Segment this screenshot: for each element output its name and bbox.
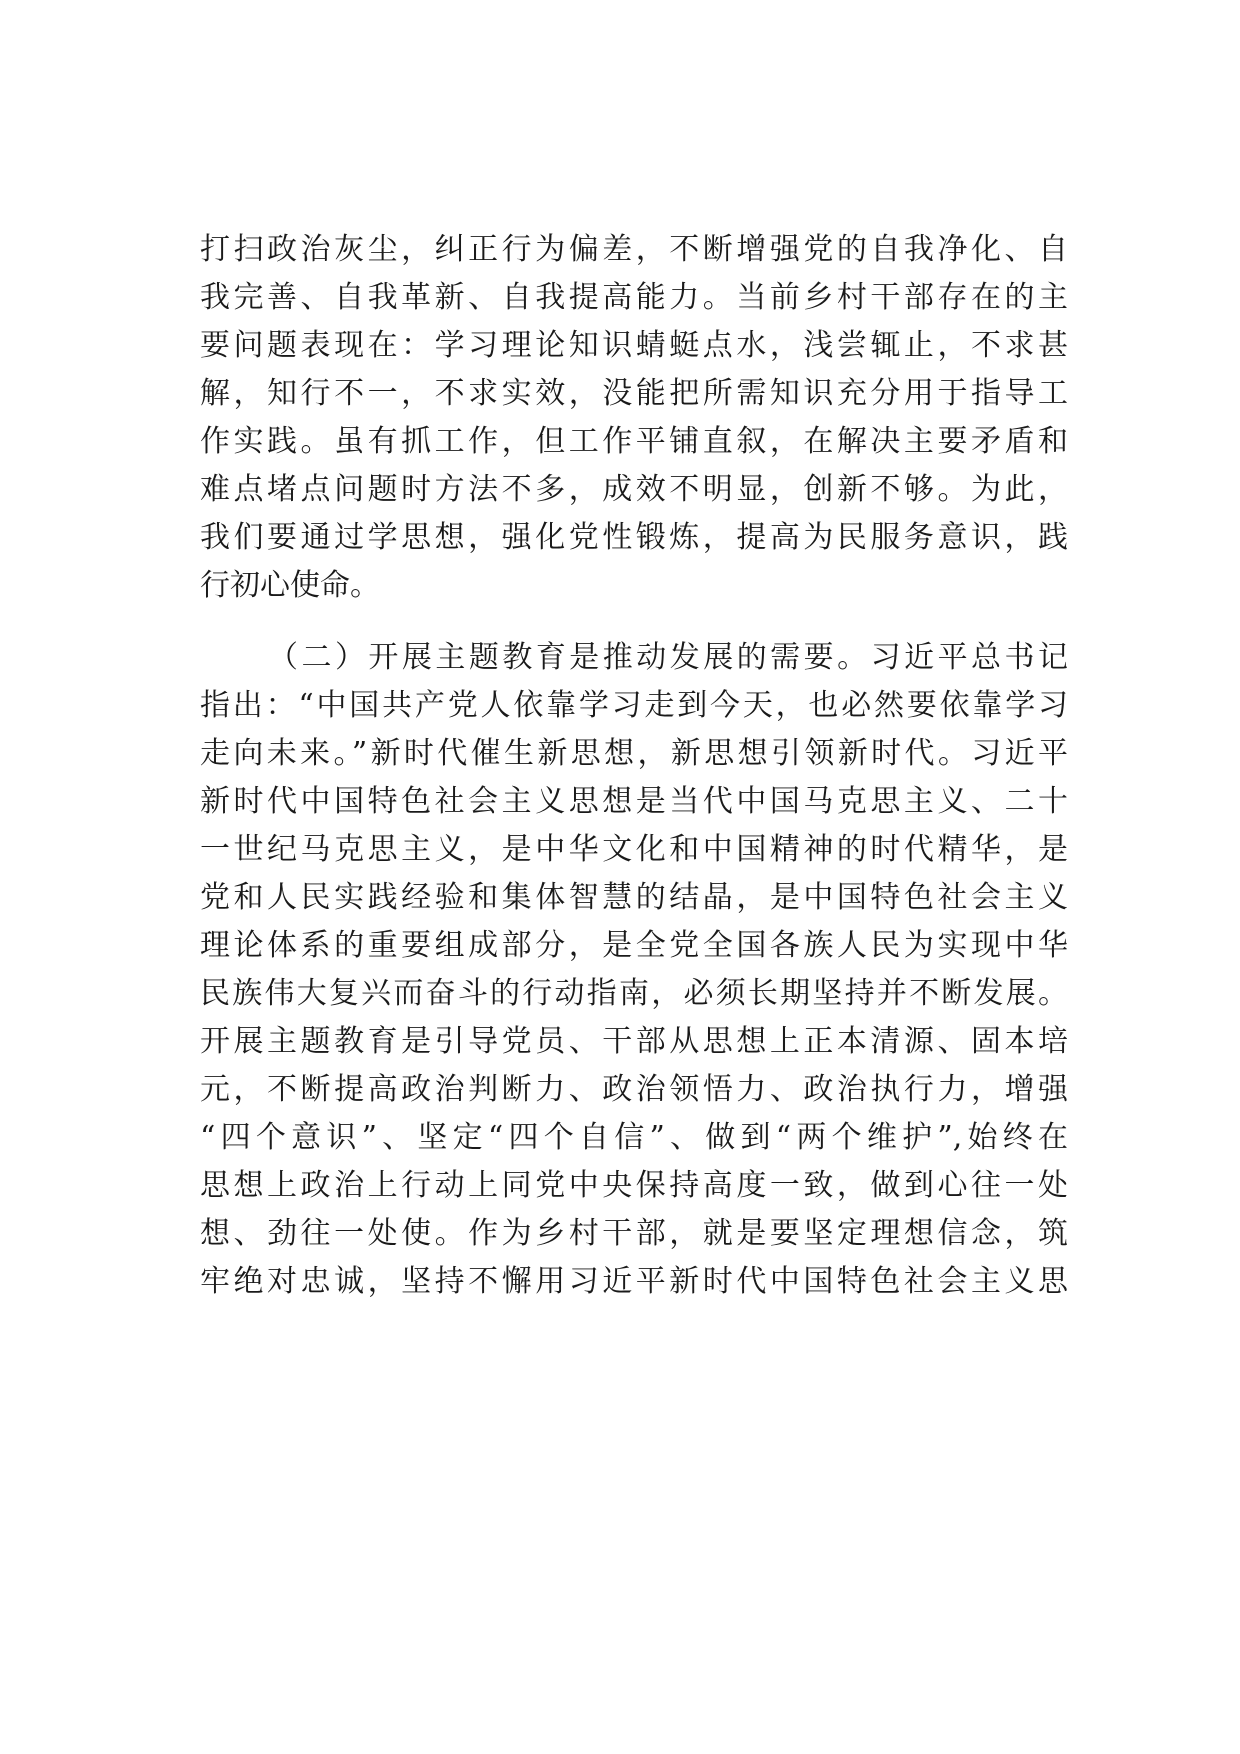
text-line: 开展主题教育是引导党员、干部从思想上正本清源、固本培 <box>200 1024 1068 1059</box>
paragraph-2 <box>200 634 1068 1306</box>
text-line: 我完善、自我革新、自我提高能力。当前乡村干部存在的主 <box>200 280 1068 315</box>
text-line: 作实践。虽有抓工作，但工作平铺直叙，在解决主要矛盾和 <box>200 424 1068 459</box>
text-line: 一世纪马克思主义，是中华文化和中国精神的时代精华，是 <box>200 832 1068 867</box>
text-line: 解，知行不一，不求实效，没能把所需知识充分用于指导工 <box>200 376 1068 411</box>
text-line: 思想上政治上行动上同党中央保持高度一致，做到心往一处 <box>200 1168 1068 1203</box>
paragraph-spacer <box>200 610 1068 634</box>
text-line: 要问题表现在：学习理论知识蜻蜓点水，浅尝辄止，不求甚 <box>200 328 1068 363</box>
text-line: 走向未来。”新时代催生新思想，新思想引领新时代。习近平 <box>200 736 1068 771</box>
text-line: 元，不断提高政治判断力、政治领悟力、政治执行力，增强 <box>200 1072 1068 1107</box>
text-line: （二）开展主题教育是推动发展的需要。习近平总书记 <box>268 640 1068 675</box>
text-line: 民族伟大复兴而奋斗的行动指南，必须长期坚持并不断发展。 <box>200 976 1068 1011</box>
text-line: “四个意识”、坚定“四个自信”、做到“两个维护”,始终在 <box>200 1120 1068 1155</box>
text-line: 想、劲往一处使。作为乡村干部，就是要坚定理想信念，筑 <box>200 1216 1068 1251</box>
text-line: 行初心使命。 <box>200 568 380 603</box>
text-line: 党和人民实践经验和集体智慧的结晶，是中国特色社会主义 <box>200 880 1068 915</box>
paragraph-1 <box>200 226 1068 610</box>
text-line: 指出：“中国共产党人依靠学习走到今天，也必然要依靠学习 <box>200 688 1068 723</box>
text-line: 我们要通过学思想，强化党性锻炼，提高为民服务意识，践 <box>200 520 1068 555</box>
text-line: 打扫政治灰尘，纠正行为偏差，不断增强党的自我净化、自 <box>200 232 1068 267</box>
document-body <box>200 226 1068 1306</box>
text-line: 新时代中国特色社会主义思想是当代中国马克思主义、二十 <box>200 784 1068 819</box>
text-line: 理论体系的重要组成部分，是全党全国各族人民为实现中华 <box>200 928 1068 963</box>
text-line: 难点堵点问题时方法不多，成效不明显，创新不够。为此， <box>200 472 1068 507</box>
text-line: 牢绝对忠诚，坚持不懈用习近平新时代中国特色社会主义思 <box>200 1264 1068 1299</box>
